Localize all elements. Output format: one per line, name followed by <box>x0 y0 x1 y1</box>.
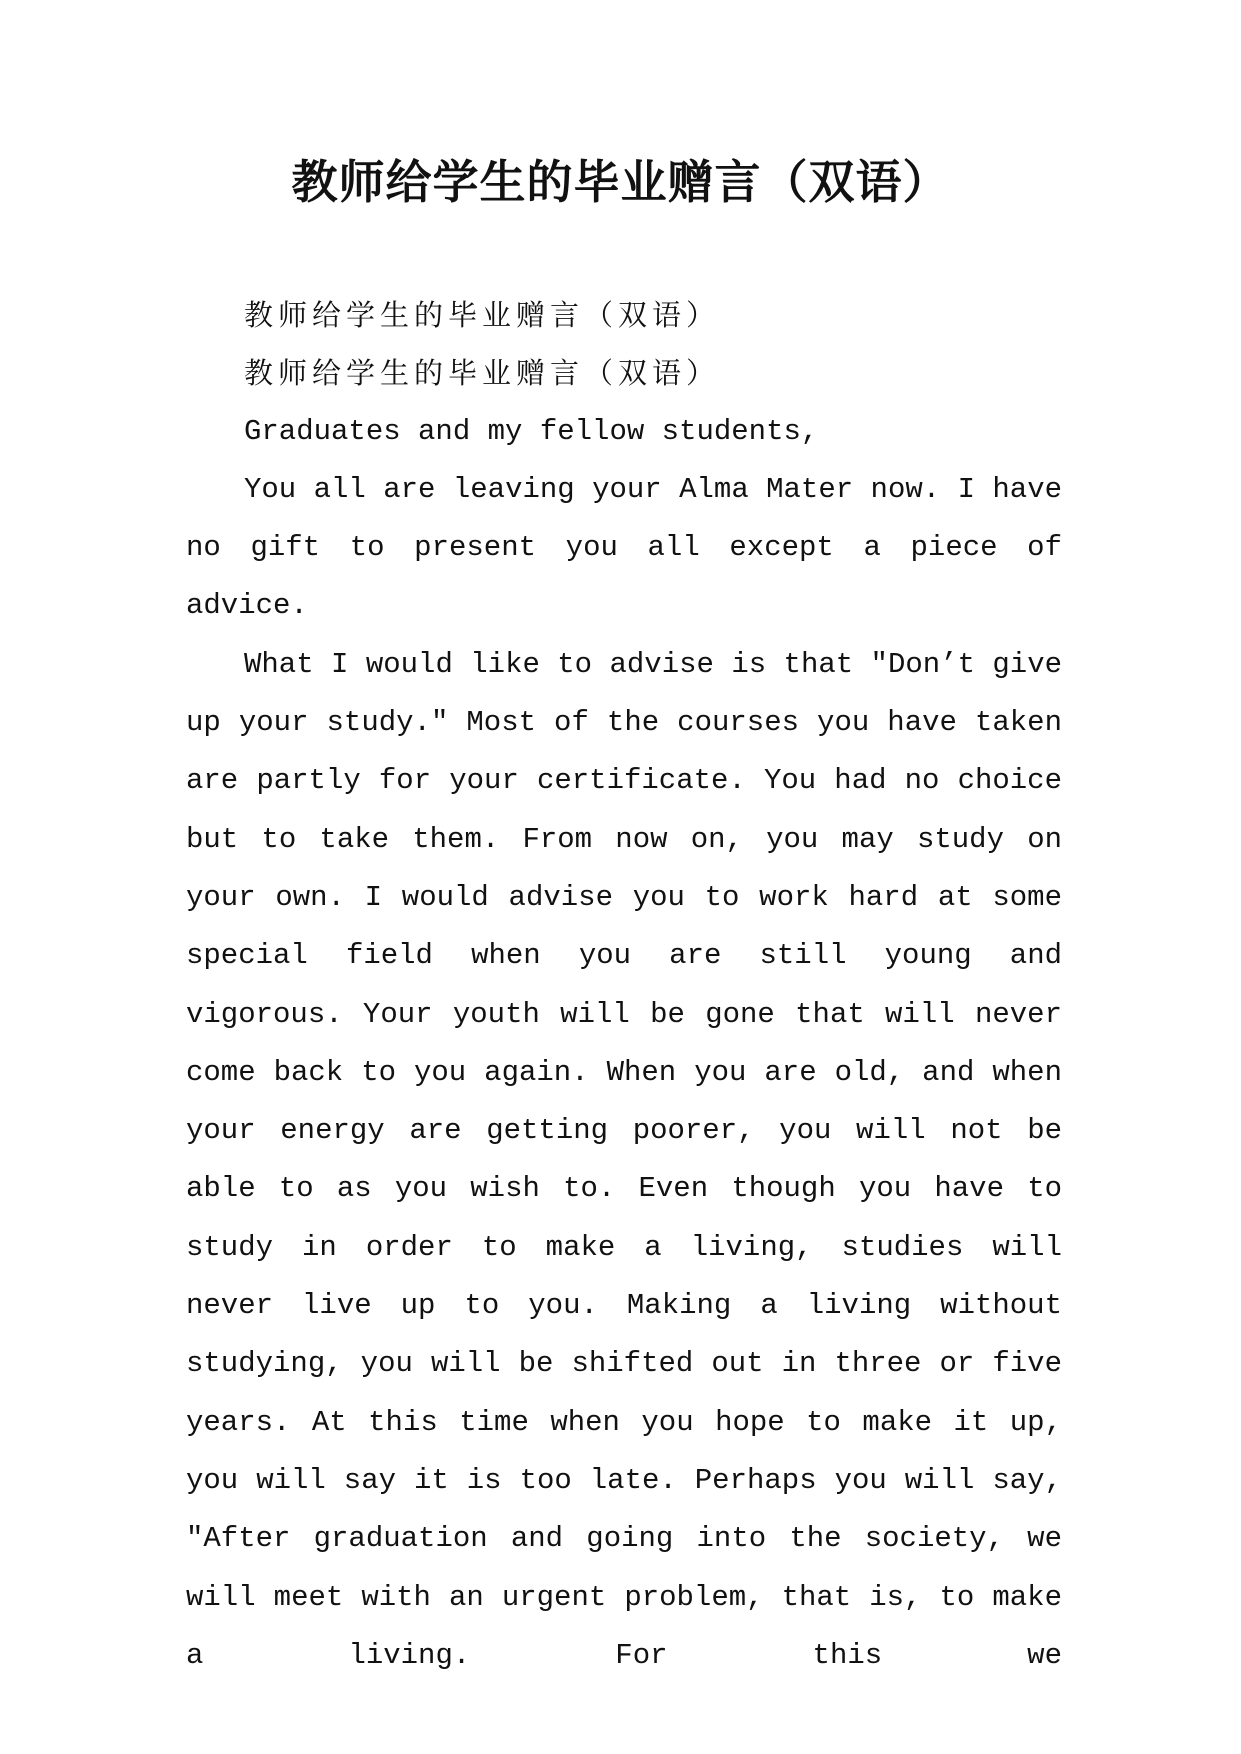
document-title: 教师给学生的毕业赠言（双语） <box>291 155 950 209</box>
paragraph-subtitle-2: 教师给学生的毕业赠言（双语） <box>244 356 721 391</box>
paragraph-subtitle-1: 教师给学生的毕业赠言（双语） <box>244 298 721 332</box>
paragraph-greeting: Graduates and my fellow students, <box>244 414 819 448</box>
document-body <box>186 286 1062 1685</box>
paragraph-advice: What I would like to advise is that "Don’t give up your study." Most of the courses you have taken are partly for your certificate. You had no choice but to take them. From now on, you may study on your own. I would advise you to work hard at some special field when you are still young and vigorous. Your youth will be gone that will never come back to you again. When you are old, and when your energy are getting poorer, you will not be able to as you wish to. Even though you have to study in order to make a living, studies will never live up to you. Making a living without studying, you will be shifted out in three or five years. At this time when you hope to make it up, you will say it is too late. Perhaps you will say, "After graduation and going into the society, we will meet with an urgent problem, that is, to make a living. For this we <box>186 647 1062 1672</box>
paragraph-intro: You all are leaving your Alma Mater now. I have no gift to present you all except a piece of advice. <box>186 472 1062 623</box>
